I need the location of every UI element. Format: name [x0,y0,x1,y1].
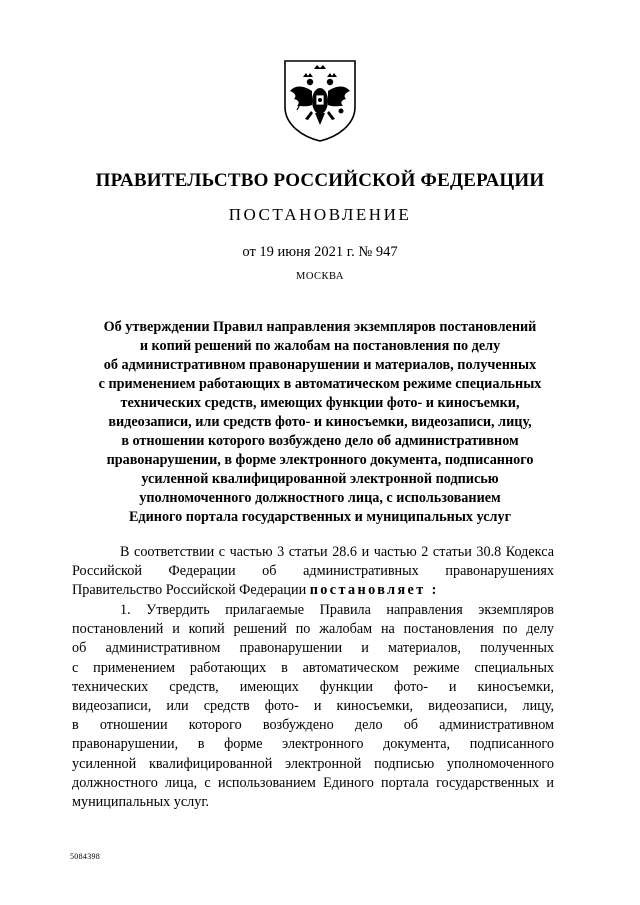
preamble-line: Российской Федерации об административных правонарушениях [72,563,554,580]
preamble-line [72,581,554,600]
paragraph-line: должностного лица, с использованием Единого портала государственных и [72,774,554,791]
subject-line: видеозаписи, или средств фото- и киносъемки, видеозаписи, лицу, [108,414,532,430]
decree-word: постановляет : [309,582,439,599]
subject-line: в отношении которого возбуждено дело об административном [121,433,519,449]
subject-line: усиленной квалифицированной электронной подписью [141,471,499,487]
subject-line: об административном правонарушении и материалов, полученных [103,357,537,373]
paragraph-1 [72,601,554,812]
paragraph-line: технических средств, имеющих функции фото- и киносъемки, [72,678,554,695]
preamble-paragraph [72,543,554,601]
paragraph-line: муниципальных услуг. [72,794,210,811]
subject-line: с применением работающих в автоматическом режиме специальных [98,376,542,392]
subject-line: уполномоченного должностного лица, с использованием [139,490,501,506]
subject-line: правонарушении, в форме электронного документа, подписанного [106,452,534,468]
subject-line: и копий решений по жалобам на постановления по делу [139,338,501,354]
paragraph-line: в отношении которого возбуждено дело об административном [72,717,554,734]
coat-of-arms-emblem [275,55,365,145]
document-date-number: от 19 июня 2021 г. № 947 [242,244,398,260]
subject-line: Единого портала государственных и муниципальных услуг [128,509,512,525]
government-title: ПРАВИТЕЛЬСТВО РОССИЙСКОЙ ФЕДЕРАЦИИ [95,170,545,191]
paragraph-line: постановлений и копий решений по жалобам на постановления по делу [72,621,554,638]
document-city: МОСКВА [296,271,344,282]
paragraph-line: 1. Утвердить прилагаемые Правила направления экземпляров [120,602,554,618]
preamble-line: В соответствии с частью 3 статьи 28.6 и частью 2 статьи 30.8 Кодекса [120,544,554,560]
paragraph-line: с применением работающих в автоматическом режиме специальных [72,659,554,676]
paragraph-line: видеозаписи, или средств фото- и киносъемки, видеозаписи, лицу, [72,698,554,715]
document-subject [60,318,580,527]
paragraph-line: усиленной квалифицированной электронной подписью уполномоченного [72,755,554,772]
subject-line: Об утверждении Правил направления экземпляров постановлений [103,319,537,335]
document-code: 5084398 [70,852,101,861]
subject-line: технических средств, имеющих функции фото- и киносъемки, [120,395,520,411]
paragraph-line: об административном правонарушении и материалов, полученных [72,640,554,657]
paragraph-line: правонарушении, в форме электронного документа, подписанного [72,736,554,753]
preamble-prefix: Правительство Российской Федерации [72,582,310,599]
document-type: ПОСТАНОВЛЕНИЕ [228,205,412,224]
